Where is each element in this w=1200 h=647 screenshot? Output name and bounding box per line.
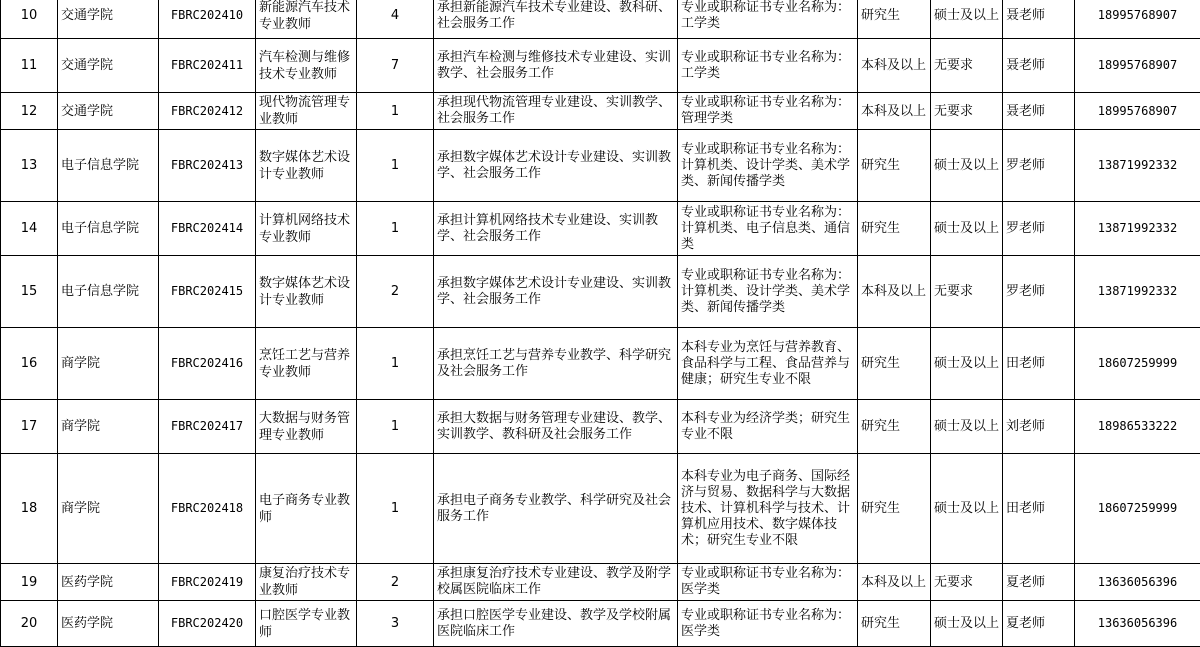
degree-requirement: 无要求	[931, 93, 1003, 130]
contact-phone: 13636056396	[1075, 601, 1200, 647]
hiring-count: 2	[357, 564, 434, 601]
major-requirements: 专业或职称证书专业名称为：医学类	[678, 564, 858, 601]
contact-person: 罗老师	[1003, 130, 1075, 202]
table-row	[1, 601, 1200, 647]
major-requirements: 本科专业为经济学类；研究生专业不限	[678, 400, 858, 454]
table-row	[1, 93, 1200, 130]
contact-phone: 18607259999	[1075, 328, 1200, 400]
degree-requirement: 硕士及以上	[931, 0, 1003, 39]
education-requirement: 研究生	[858, 0, 931, 39]
contact-phone: 13871992332	[1075, 256, 1200, 328]
education-requirement: 研究生	[858, 601, 931, 647]
education-requirement: 研究生	[858, 400, 931, 454]
contact-person: 罗老师	[1003, 256, 1075, 328]
education-requirement: 研究生	[858, 328, 931, 400]
college-name: 电子信息学院	[58, 130, 159, 202]
degree-requirement: 硕士及以上	[931, 454, 1003, 564]
row-number: 10	[1, 0, 58, 39]
position-code: FBRC202413	[159, 130, 256, 202]
contact-person: 田老师	[1003, 328, 1075, 400]
position-name: 电子商务专业教师	[256, 454, 357, 564]
contact-person: 田老师	[1003, 454, 1075, 564]
hiring-count: 4	[357, 0, 434, 39]
education-requirement: 研究生	[858, 454, 931, 564]
row-number: 11	[1, 39, 58, 93]
job-duties: 承担数字媒体艺术设计专业建设、实训教学、社会服务工作	[434, 256, 678, 328]
job-duties: 承担康复治疗技术专业建设、教学及附学校属医院临床工作	[434, 564, 678, 601]
education-requirement: 研究生	[858, 202, 931, 256]
college-name: 交通学院	[58, 93, 159, 130]
job-duties: 承担烹饪工艺与营养专业教学、科学研究及社会服务工作	[434, 328, 678, 400]
position-name: 口腔医学专业教师	[256, 601, 357, 647]
job-duties: 承担数字媒体艺术设计专业建设、实训教学、社会服务工作	[434, 130, 678, 202]
position-code: FBRC202418	[159, 454, 256, 564]
table-row	[1, 202, 1200, 256]
contact-person: 聂老师	[1003, 0, 1075, 39]
hiring-count: 1	[357, 202, 434, 256]
position-name: 新能源汽车技术专业教师	[256, 0, 357, 39]
job-duties: 承担新能源汽车技术专业建设、教科研、社会服务工作	[434, 0, 678, 39]
row-number: 13	[1, 130, 58, 202]
degree-requirement: 硕士及以上	[931, 130, 1003, 202]
position-code: FBRC202417	[159, 400, 256, 454]
position-name: 汽车检测与维修技术专业教师	[256, 39, 357, 93]
position-name: 数字媒体艺术设计专业教师	[256, 130, 357, 202]
position-name: 计算机网络技术专业教师	[256, 202, 357, 256]
contact-phone: 13871992332	[1075, 130, 1200, 202]
hiring-count: 1	[357, 454, 434, 564]
college-name: 电子信息学院	[58, 202, 159, 256]
position-code: FBRC202419	[159, 564, 256, 601]
table-row	[1, 0, 1200, 39]
contact-person: 夏老师	[1003, 564, 1075, 601]
degree-requirement: 无要求	[931, 256, 1003, 328]
contact-person: 聂老师	[1003, 93, 1075, 130]
contact-person: 刘老师	[1003, 400, 1075, 454]
hiring-count: 3	[357, 601, 434, 647]
major-requirements: 专业或职称证书专业名称为：计算机类、电子信息类、通信类	[678, 202, 858, 256]
college-name: 商学院	[58, 328, 159, 400]
contact-phone: 18995768907	[1075, 93, 1200, 130]
job-duties: 承担电子商务专业教学、科学研究及社会服务工作	[434, 454, 678, 564]
job-duties: 承担大数据与财务管理专业建设、教学、实训教学、教科研及社会服务工作	[434, 400, 678, 454]
position-code: FBRC202412	[159, 93, 256, 130]
college-name: 医药学院	[58, 564, 159, 601]
row-number: 14	[1, 202, 58, 256]
major-requirements: 本科专业为电子商务、国际经济与贸易、数据科学与大数据技术、计算机科学与技术、计算机应用技术、数字媒体技术；研究生专业不限	[678, 454, 858, 564]
job-duties: 承担计算机网络技术专业建设、实训教学、社会服务工作	[434, 202, 678, 256]
table-row	[1, 256, 1200, 328]
hiring-count: 1	[357, 93, 434, 130]
degree-requirement: 硕士及以上	[931, 601, 1003, 647]
college-name: 交通学院	[58, 39, 159, 93]
position-name: 康复治疗技术专业教师	[256, 564, 357, 601]
contact-phone: 18995768907	[1075, 0, 1200, 39]
row-number: 17	[1, 400, 58, 454]
position-name: 烹饪工艺与营养专业教师	[256, 328, 357, 400]
education-requirement: 本科及以上	[858, 39, 931, 93]
contact-phone: 18995768907	[1075, 39, 1200, 93]
college-name: 电子信息学院	[58, 256, 159, 328]
education-requirement: 本科及以上	[858, 256, 931, 328]
college-name: 交通学院	[58, 0, 159, 39]
major-requirements: 专业或职称证书专业名称为：计算机类、设计学类、美术学类、新闻传播学类	[678, 130, 858, 202]
contact-phone: 13636056396	[1075, 564, 1200, 601]
position-code: FBRC202411	[159, 39, 256, 93]
hiring-count: 1	[357, 130, 434, 202]
position-code: FBRC202416	[159, 328, 256, 400]
table-row	[1, 454, 1200, 564]
contact-phone: 18986533222	[1075, 400, 1200, 454]
row-number: 16	[1, 328, 58, 400]
job-duties: 承担现代物流管理专业建设、实训教学、社会服务工作	[434, 93, 678, 130]
position-code: FBRC202414	[159, 202, 256, 256]
hiring-count: 7	[357, 39, 434, 93]
job-duties: 承担口腔医学专业建设、教学及学校附属医院临床工作	[434, 601, 678, 647]
degree-requirement: 硕士及以上	[931, 400, 1003, 454]
row-number: 18	[1, 454, 58, 564]
row-number: 20	[1, 601, 58, 647]
position-code: FBRC202415	[159, 256, 256, 328]
table-row	[1, 39, 1200, 93]
education-requirement: 研究生	[858, 130, 931, 202]
contact-person: 罗老师	[1003, 202, 1075, 256]
table-row	[1, 328, 1200, 400]
position-code: FBRC202420	[159, 601, 256, 647]
education-requirement: 本科及以上	[858, 564, 931, 601]
position-name: 现代物流管理专业教师	[256, 93, 357, 130]
contact-phone: 13871992332	[1075, 202, 1200, 256]
education-requirement: 本科及以上	[858, 93, 931, 130]
hiring-count: 2	[357, 256, 434, 328]
hiring-count: 1	[357, 328, 434, 400]
major-requirements: 专业或职称证书专业名称为：计算机类、设计学类、美术学类、新闻传播学类	[678, 256, 858, 328]
major-requirements: 专业或职称证书专业名称为：医学类	[678, 601, 858, 647]
position-name: 数字媒体艺术设计专业教师	[256, 256, 357, 328]
major-requirements: 专业或职称证书专业名称为：管理学类	[678, 93, 858, 130]
contact-person: 夏老师	[1003, 601, 1075, 647]
position-name: 大数据与财务管理专业教师	[256, 400, 357, 454]
major-requirements: 专业或职称证书专业名称为：工学类	[678, 39, 858, 93]
contact-phone: 18607259999	[1075, 454, 1200, 564]
degree-requirement: 无要求	[931, 564, 1003, 601]
row-number: 19	[1, 564, 58, 601]
table-row	[1, 564, 1200, 601]
hiring-count: 1	[357, 400, 434, 454]
major-requirements: 专业或职称证书专业名称为：工学类	[678, 0, 858, 39]
job-duties: 承担汽车检测与维修技术专业建设、实训教学、社会服务工作	[434, 39, 678, 93]
degree-requirement: 无要求	[931, 39, 1003, 93]
position-code: FBRC202410	[159, 0, 256, 39]
table-row	[1, 400, 1200, 454]
degree-requirement: 硕士及以上	[931, 328, 1003, 400]
contact-person: 聂老师	[1003, 39, 1075, 93]
major-requirements: 本科专业为烹饪与营养教育、食品科学与工程、食品营养与健康；研究生专业不限	[678, 328, 858, 400]
table-row	[1, 130, 1200, 202]
college-name: 商学院	[58, 400, 159, 454]
college-name: 商学院	[58, 454, 159, 564]
row-number: 12	[1, 93, 58, 130]
degree-requirement: 硕士及以上	[931, 202, 1003, 256]
row-number: 15	[1, 256, 58, 328]
college-name: 医药学院	[58, 601, 159, 647]
table-body	[1, 0, 1200, 647]
